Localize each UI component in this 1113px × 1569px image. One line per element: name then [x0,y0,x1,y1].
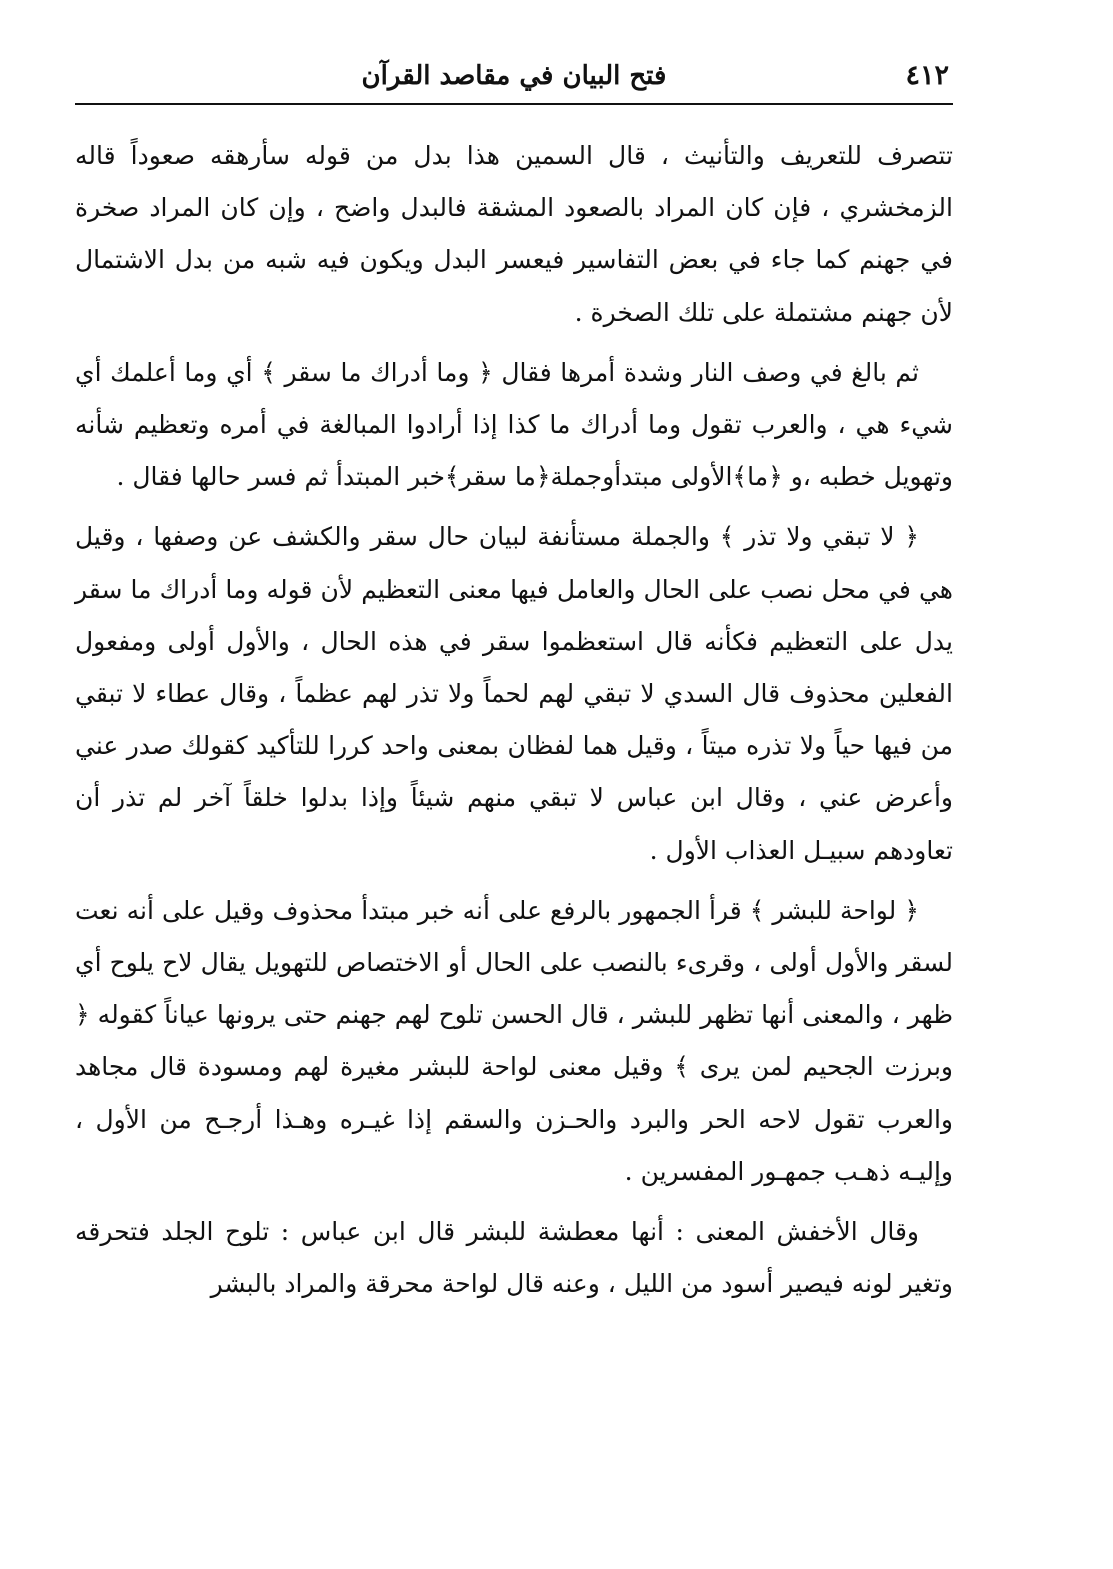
page-number: ٤١٢ [905,60,949,91]
page-header [75,58,953,102]
header-rule [75,103,953,105]
running-title: فتح البيان في مقاصد القرآن [361,61,667,91]
paragraph-2: ثم بالغ في وصف النار وشدة أمرها فقال ﴿ وما أدراك ما سقر ﴾ أي وما أعلمك أي شيء هي ، والعرب تقول وما أدراك ما كذا إذا أرادوا المبالغة في أمره وتعظيم شأنه وتهويل خطبه ،و ﴿ما﴾الأولى مبتدأوجملة﴿ما سقر﴾خبر المبتدأ ثم فسر حالها فقال . [75,357,953,492]
paragraph-1: تتصرف للتعريف والتأنيث ، قال السمين هذا بدل من قوله سأرهقه صعوداً قاله الزمخشري ، فإن كان المراد بالصعود المشقة فالبدل واضح ، وإن كان المراد صخرة في جهنم كما جاء في بعض التفاسير فيعسر البدل ويكون فيه شبه من بدل الاشتمال لأن جهنم مشتملة على تلك الصخرة . [75,141,953,327]
paragraph-5: وقال الأخفش المعنى : أنها معطشة للبشر قال ابن عباس : تلوح الجلد فتحرقه وتغير لونه فيصير أسود من الليل ، وعنه قال لواحة محرقة والمراد بالبشر [75,1217,953,1299]
paragraph-4: ﴿ لواحة للبشر ﴾ قرأ الجمهور بالرفع على أنه خبر مبتدأ محذوف وقيل على أنه نعت لسقر والأول أولى ، وقرىء بالنصب على الحال أو الاختصاص للتهويل يقال لاح يلوح أي ظهر ، والمعنى أنها تظهر للبشر ، قال الحسن تلوح لهم جهنم حتى يرونها عياناً كقوله ﴿ وبرزت الجحيم لمن يرى ﴾ وقيل معنى لواحة للبشر مغيرة لهم ومسودة قال مجاهد والعرب تقول لاحه الحر والبرد والحـزن والسقم إذا غيـره وهـذا أرجـح من الأول ، وإليـه ذهـب جمهـور المفسرين . [75,895,953,1186]
paragraph-3: ﴿ لا تبقي ولا تذر ﴾ والجملة مستأنفة لبيان حال سقر والكشف عن وصفها ، وقيل هي في محل نصب على الحال والعامل فيها معنى التعظيم لأن قوله وما أدراك ما سقر يدل على التعظيم فكأنه قال استعظموا سقر في هذه الحال ، والأول أولى ومفعول الفعلين محذوف قال السدي لا تبقي لهم لحماً ولا تذر لهم عظماً ، وقال عطاء لا تبقي من فيها حياً ولا تذره ميتاً ، وقيل هما لفظان بمعنى واحد كررا للتأكيد كقولك صدر عني وأعرض عني ، وقال ابن عباس لا تبقي منهم شيئاً وإذا بدلوا خلقاً آخر لم تذر أن تعاودهم سبيـل العذاب الأول . [75,522,953,865]
body-text [75,130,953,1318]
